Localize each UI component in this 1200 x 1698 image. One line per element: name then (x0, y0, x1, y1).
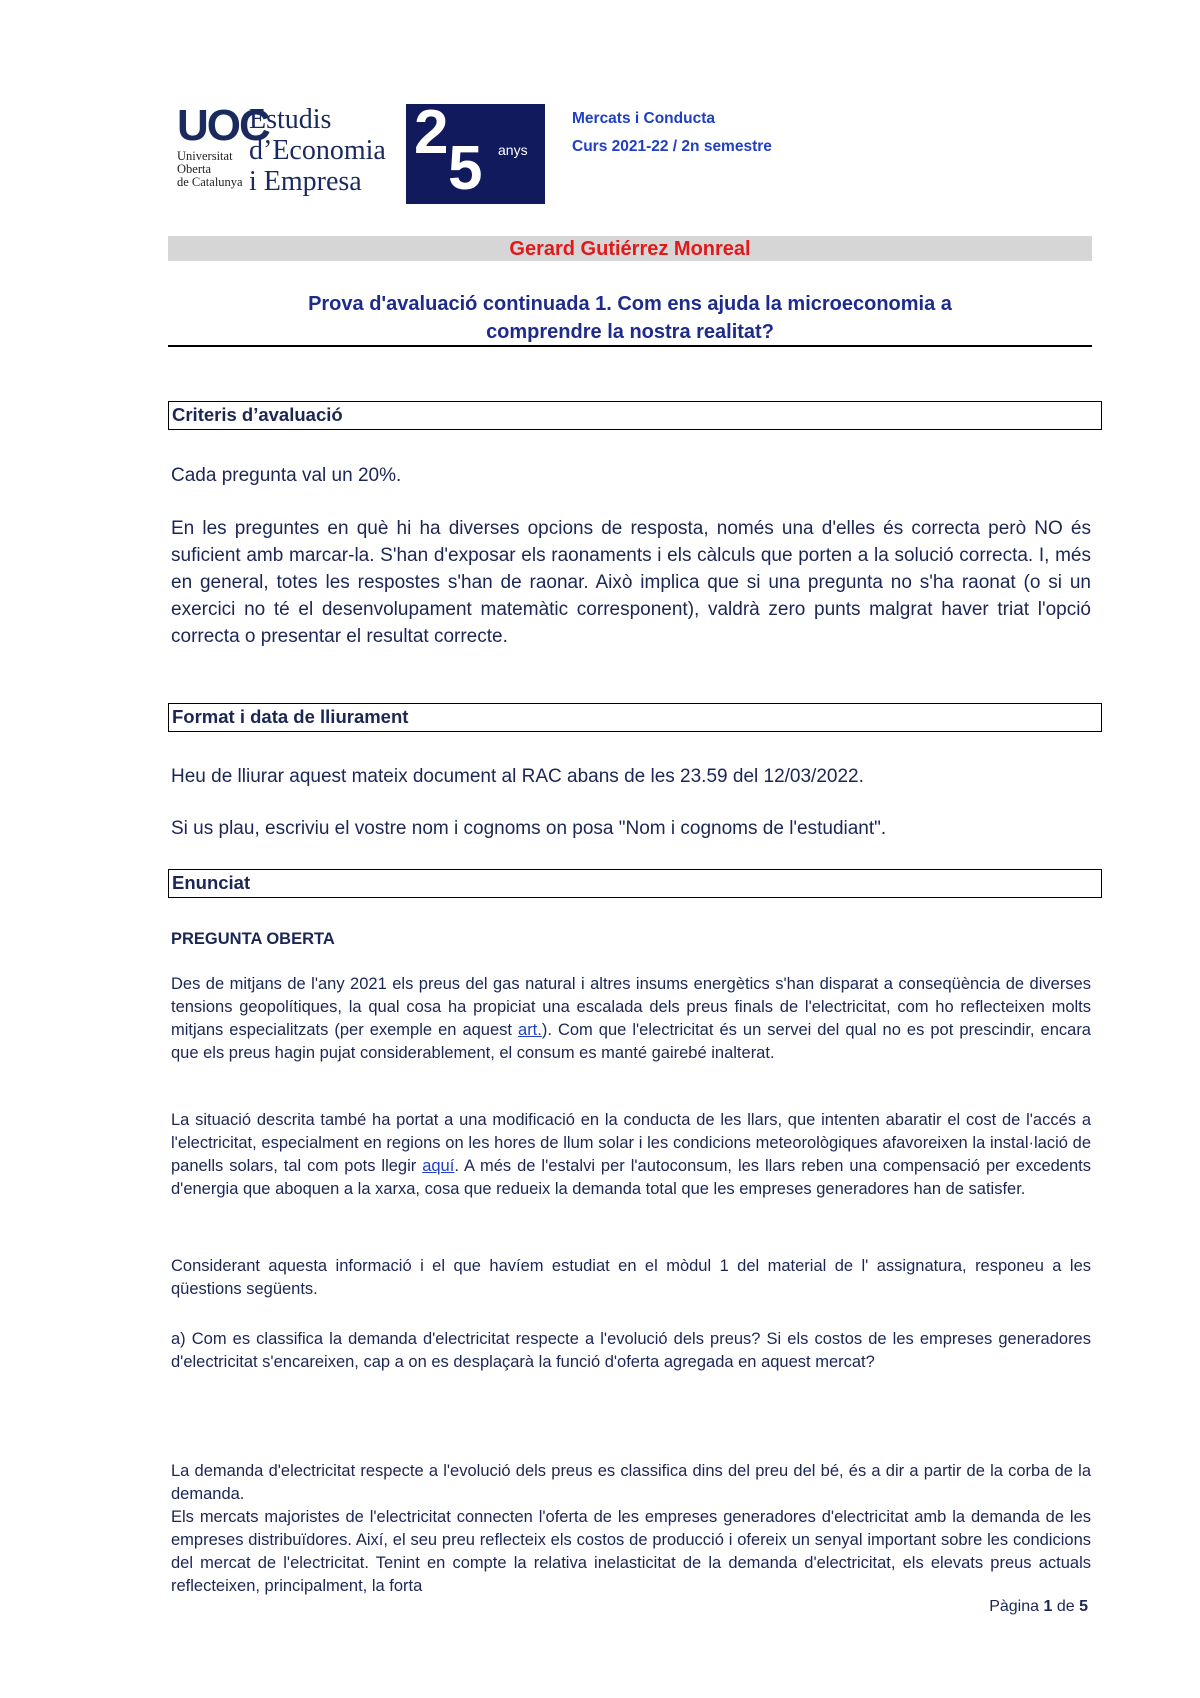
course-name: Mercats i Conducta (572, 110, 715, 127)
uoc-logo (177, 101, 407, 204)
course-term: Curs 2021-22 / 2n semestre (572, 138, 772, 155)
answer-paragraph-2: Els mercats majoristes de l'electricitat connecten l'oferta de les empreses generadores d'electricitat amb la demanda de les empreses distribuïdores. Així, el seu preu reflecteix els costos de producció i ofereix un senyal important sobre les condicions del mercat de l'electricitat. Tenint en compte la relativa inelasticitat de la demanda d'electricitat, els elevats preus actuals reflecteixen, principalment, la forta (171, 1508, 1091, 1595)
enunciat-paragraph-1: Des de mitjans de l'any 2021 els preus del gas natural i altres insums energètics s'han disparat a conseqüència de diverses tensions geopolítiques, la qual cosa ha propiciat una escalada dels preus finals de l'electricitat, com ho reflecteixen molts mitjans especialitzats (per exemple en aquest art.). Com que l'electricitat és un servei del qual no es pot prescindir, encara que els preus hagin pujat considerablement, el consum es manté gairebé inalterat. (171, 975, 1091, 1062)
question-a: a) Com es classifica la demanda d'electricitat respecte a l'evolució dels preus? Si els costos de les empreses generadores d'electricitat s'encareixen, cap a on es desplaçarà la funció d'oferta agregada en aquest mercat? (171, 1330, 1091, 1371)
criteris-paragraph-2: En les preguntes en què hi ha diverses opcions de resposta, només una d'elles és correcta però NO és suficient amb marcar-la. S'han d'exposar els raonaments i els càlculs que porten a la solució correcta. I, més en general, totes les respostes s'han de raonar. Això implica que si una pregunta no s'ha raonat (o si un exercici no té el desenvolupament matemàtic corresponent), valdrà zero punts malgrat haver triat l'opció correcta o presentar el resultat correcte. (171, 518, 1091, 647)
total-pages: 5 (1079, 1598, 1088, 1615)
student-name: Gerard Gutiérrez Monreal (509, 238, 751, 260)
article-link[interactable]: art. (518, 1021, 542, 1039)
question-subheading: PREGUNTA OBERTA (171, 930, 335, 948)
format-paragraph-1: Heu de lliurar aquest mateix document al RAC abans de les 23.59 del 12/03/2022. (171, 766, 864, 787)
section-heading-format: Format i data de lliurament (168, 703, 1102, 732)
current-page: 1 (1043, 1598, 1053, 1615)
uoc-subtitle: Universitat Oberta de Catalunya (177, 149, 243, 189)
student-name-bar (168, 236, 1092, 261)
section-heading-criteris: Criteris d’avaluació (168, 401, 1102, 430)
page-footer: Pàgina 1 de 5 (989, 1598, 1088, 1615)
enunciat-paragraph-3: Considerant aquesta informació i el que havíem estudiat en el mòdul 1 del material de l' assignatura, responeu a les qüestions següents. (171, 1257, 1091, 1298)
document-title: Prova d'avaluació continuada 1. Com ens ajuda la microeconomia a comprendre la nostra realitat? (308, 293, 952, 343)
enunciat-paragraph-2: La situació descrita també ha portat a una modificació en la conducta de les llars, que intenten abaratir el cost de l'accés a l'electricitat, especialment en regions on les hores de llum solar i les condicions meteorològiques afavoreixen la instal·lació de panells solars, tal com pots llegir aquí. A més de l'estalvi per l'autoconsum, les llars reben una compensació per excedents d'energia que aboquen a la xarxa, cosa que redueix la demanda total que les empreses generadores han de satisfer. (171, 1111, 1091, 1198)
school-name: Estudis d’Economia i Empresa (249, 104, 386, 197)
section-heading-enunciat: Enunciat (168, 869, 1102, 898)
course-info (572, 105, 772, 161)
anniversary-logo: 2 5 anys (406, 104, 545, 204)
criteris-paragraph-1: Cada pregunta val un 20%. (171, 465, 402, 486)
uoc-mark: UOC (177, 101, 269, 150)
aqui-link[interactable]: aquí (422, 1157, 455, 1175)
format-paragraph-2: Si us plau, escriviu el vostre nom i cognoms on posa "Nom i cognoms de l'estudiant". (171, 818, 887, 839)
title-divider (168, 345, 1092, 347)
answer-paragraph-1: La demanda d'electricitat respecte a l'evolució dels preus es classifica dins del preu del bé, és a dir a partir de la corba de la demanda. (171, 1462, 1091, 1503)
